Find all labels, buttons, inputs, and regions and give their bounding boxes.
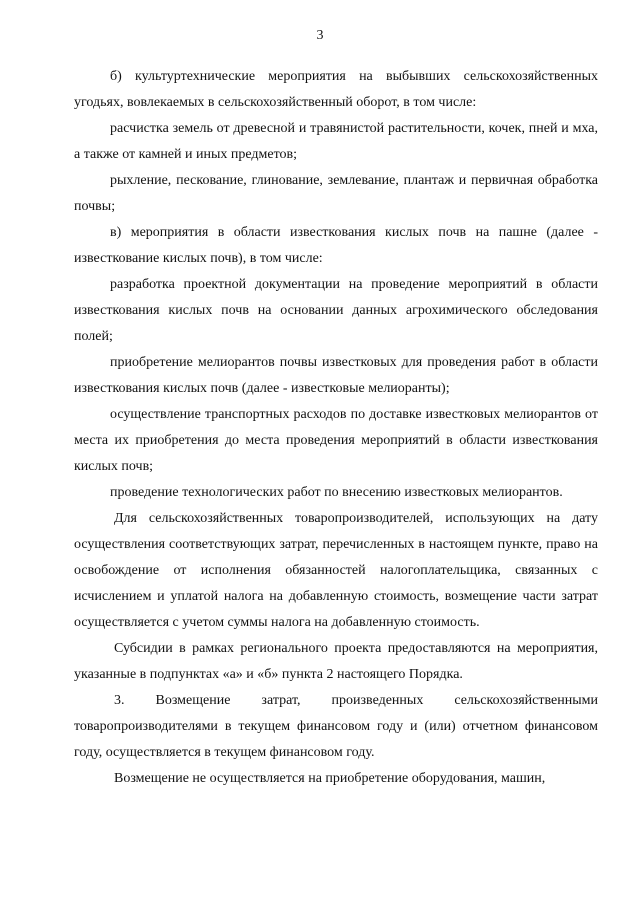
paragraph-reimbursement-exclusion: Возмещение не осуществляется на приобретение оборудования, машин,	[114, 771, 546, 786]
document-body	[74, 64, 598, 792]
paragraph-cost-reimbursement: 3. Возмещение затрат, произведенных сельскохозяйственными товаропроизводителями в текущем финансовом году и (или) отчетном финансовом году, осуществляется в текущем финансовом году.	[74, 693, 598, 760]
page-number: 3	[316, 28, 324, 43]
paragraph-land-clearing: расчистка земель от древесной и травянистой растительности, кочек, пней и мха, а также от камней и иных предметов;	[74, 121, 598, 162]
paragraph-soil-treatment: рыхление, пескование, глинование, землевание, плантаж и первичная обработка почвы;	[74, 173, 598, 214]
paragraph-liming-measures: в) мероприятия в области известкования кислых почв на пашне (далее - известкование кислых почв), в том числе:	[74, 225, 598, 266]
paragraph-subsidies-regional-project: Субсидии в рамках регионального проекта предоставляются на мероприятия, указанные в подпунктах «а» и «б» пункта 2 настоящего Порядка.	[74, 641, 598, 682]
paragraph-vat-exemption: Для сельскохозяйственных товаропроизводителей, использующих на дату осуществления соответствующих затрат, перечисленных в настоящем пункте, право на освобождение от исполнения обязанностей налогоплательщика, связанных с исчислением и уплатой налога на добавленную стоимость, возмещение части затрат осуществляется с учетом суммы налога на добавленную стоимость.	[74, 511, 598, 630]
paragraph-technological-works: проведение технологических работ по внесению известковых мелиорантов.	[110, 485, 563, 500]
paragraph-transport-costs: осуществление транспортных расходов по доставке известковых мелиорантов от места их приобретения до места проведения мероприятий в области известкования кислых почв;	[74, 407, 598, 474]
paragraph-ameliorant-purchase: приобретение мелиорантов почвы известковых для проведения работ в области известкования кислых почв (далее - известковые мелиоранты);	[74, 355, 598, 396]
paragraph-culturtechnical-measures: б) культуртехнические мероприятия на выбывших сельскохозяйственных угодьях, вовлекаемых в сельскохозяйственный оборот, в том числе:	[74, 69, 598, 110]
paragraph-project-documentation: разработка проектной документации на проведение мероприятий в области известкования кислых почв на основании данных агрохимического обследования полей;	[74, 277, 598, 344]
